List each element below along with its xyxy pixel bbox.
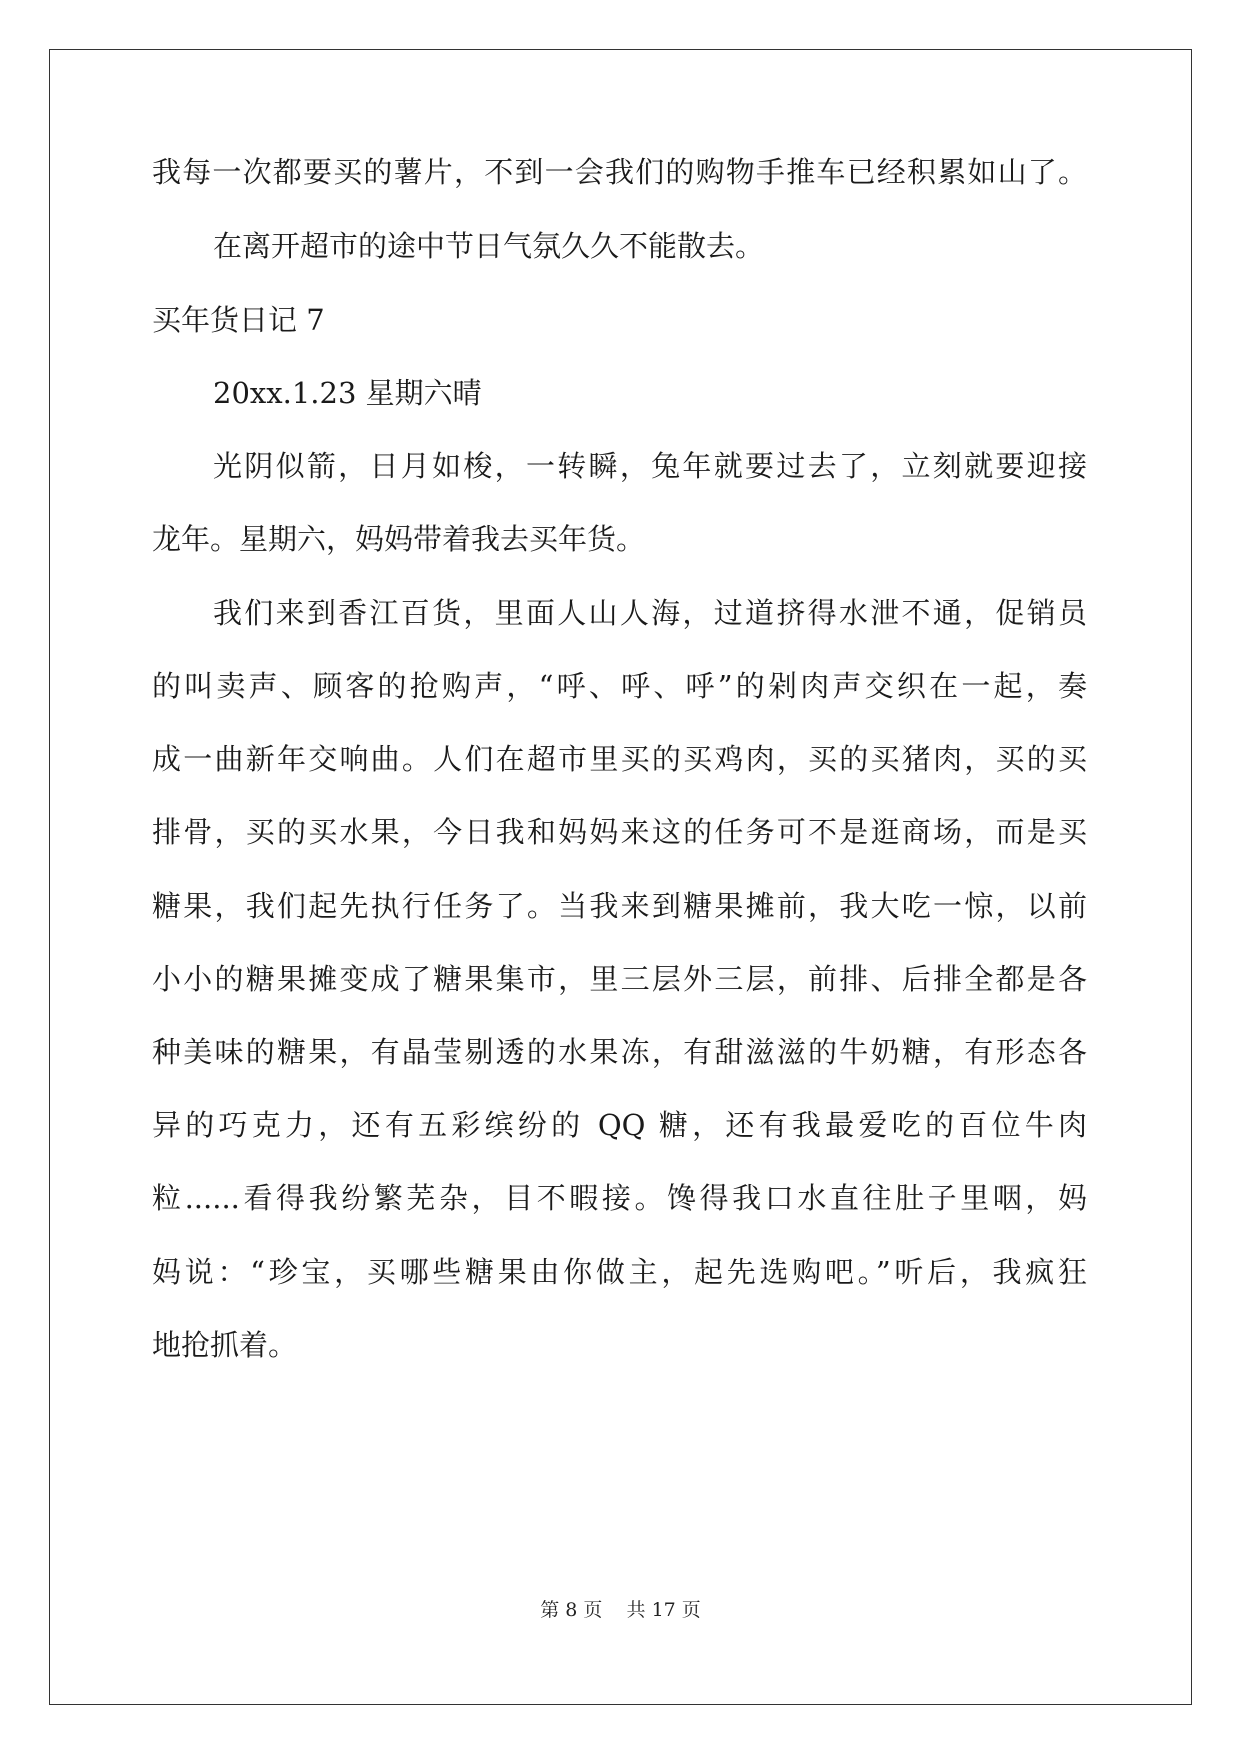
date-line: 20xx.1.23 星期六晴 [213, 376, 482, 410]
paragraph-line: 粒......看得我纷繁芜杂，目不暇接。馋得我口水直往肚子里咽，妈 [152, 1181, 1087, 1215]
paragraph-line: 排骨，买的买水果，今日我和妈妈来这的任务可不是逛商场，而是买 [152, 815, 1087, 849]
page-border [49, 49, 1192, 1705]
paragraph-line: 的叫卖声、顾客的抢购声，“呼、呼、呼”的剁肉声交织在一起，奏 [152, 669, 1087, 703]
paragraph-line: 地抢抓着。 [152, 1328, 298, 1362]
paragraph-line: 在离开超市的途中节日气氛久久不能散去。 [213, 229, 765, 263]
section-heading: 买年货日记 7 [152, 303, 325, 337]
paragraph-line: 种美味的糖果，有晶莹剔透的水果冻，有甜滋滋的牛奶糖，有形态各 [152, 1035, 1087, 1069]
paragraph-line: 光阴似箭，日月如梭，一转瞬，兔年就要过去了，立刻就要迎接 [213, 449, 1087, 483]
paragraph-line: 龙年。星期六，妈妈带着我去买年货。 [152, 522, 646, 556]
paragraph-line: 糖果，我们起先执行任务了。当我来到糖果摊前，我大吃一惊，以前 [152, 889, 1087, 923]
page-footer [0, 1598, 1241, 1622]
paragraph-line: 异的巧克力，还有五彩缤纷的 QQ 糖，还有我最爱吃的百位牛肉 [152, 1108, 1087, 1142]
paragraph-line: 我们来到香江百货，里面人山人海，过道挤得水泄不通，促销员 [213, 596, 1087, 630]
page-total: 共 17 页 [626, 1599, 701, 1621]
paragraph-line: 成一曲新年交响曲。人们在超市里买的买鸡肉，买的买猪肉，买的买 [152, 742, 1087, 776]
paragraph-line: 我每一次都要买的薯片，不到一会我们的购物手推车已经积累如山了。 [152, 155, 1087, 189]
paragraph-line: 小小的糖果摊变成了糖果集市，里三层外三层，前排、后排全都是各 [152, 962, 1087, 996]
paragraph-line: 妈说：“珍宝，买哪些糖果由你做主，起先选购吧。”听后，我疯狂 [152, 1255, 1087, 1289]
page-number: 第 8 页 [540, 1599, 603, 1621]
